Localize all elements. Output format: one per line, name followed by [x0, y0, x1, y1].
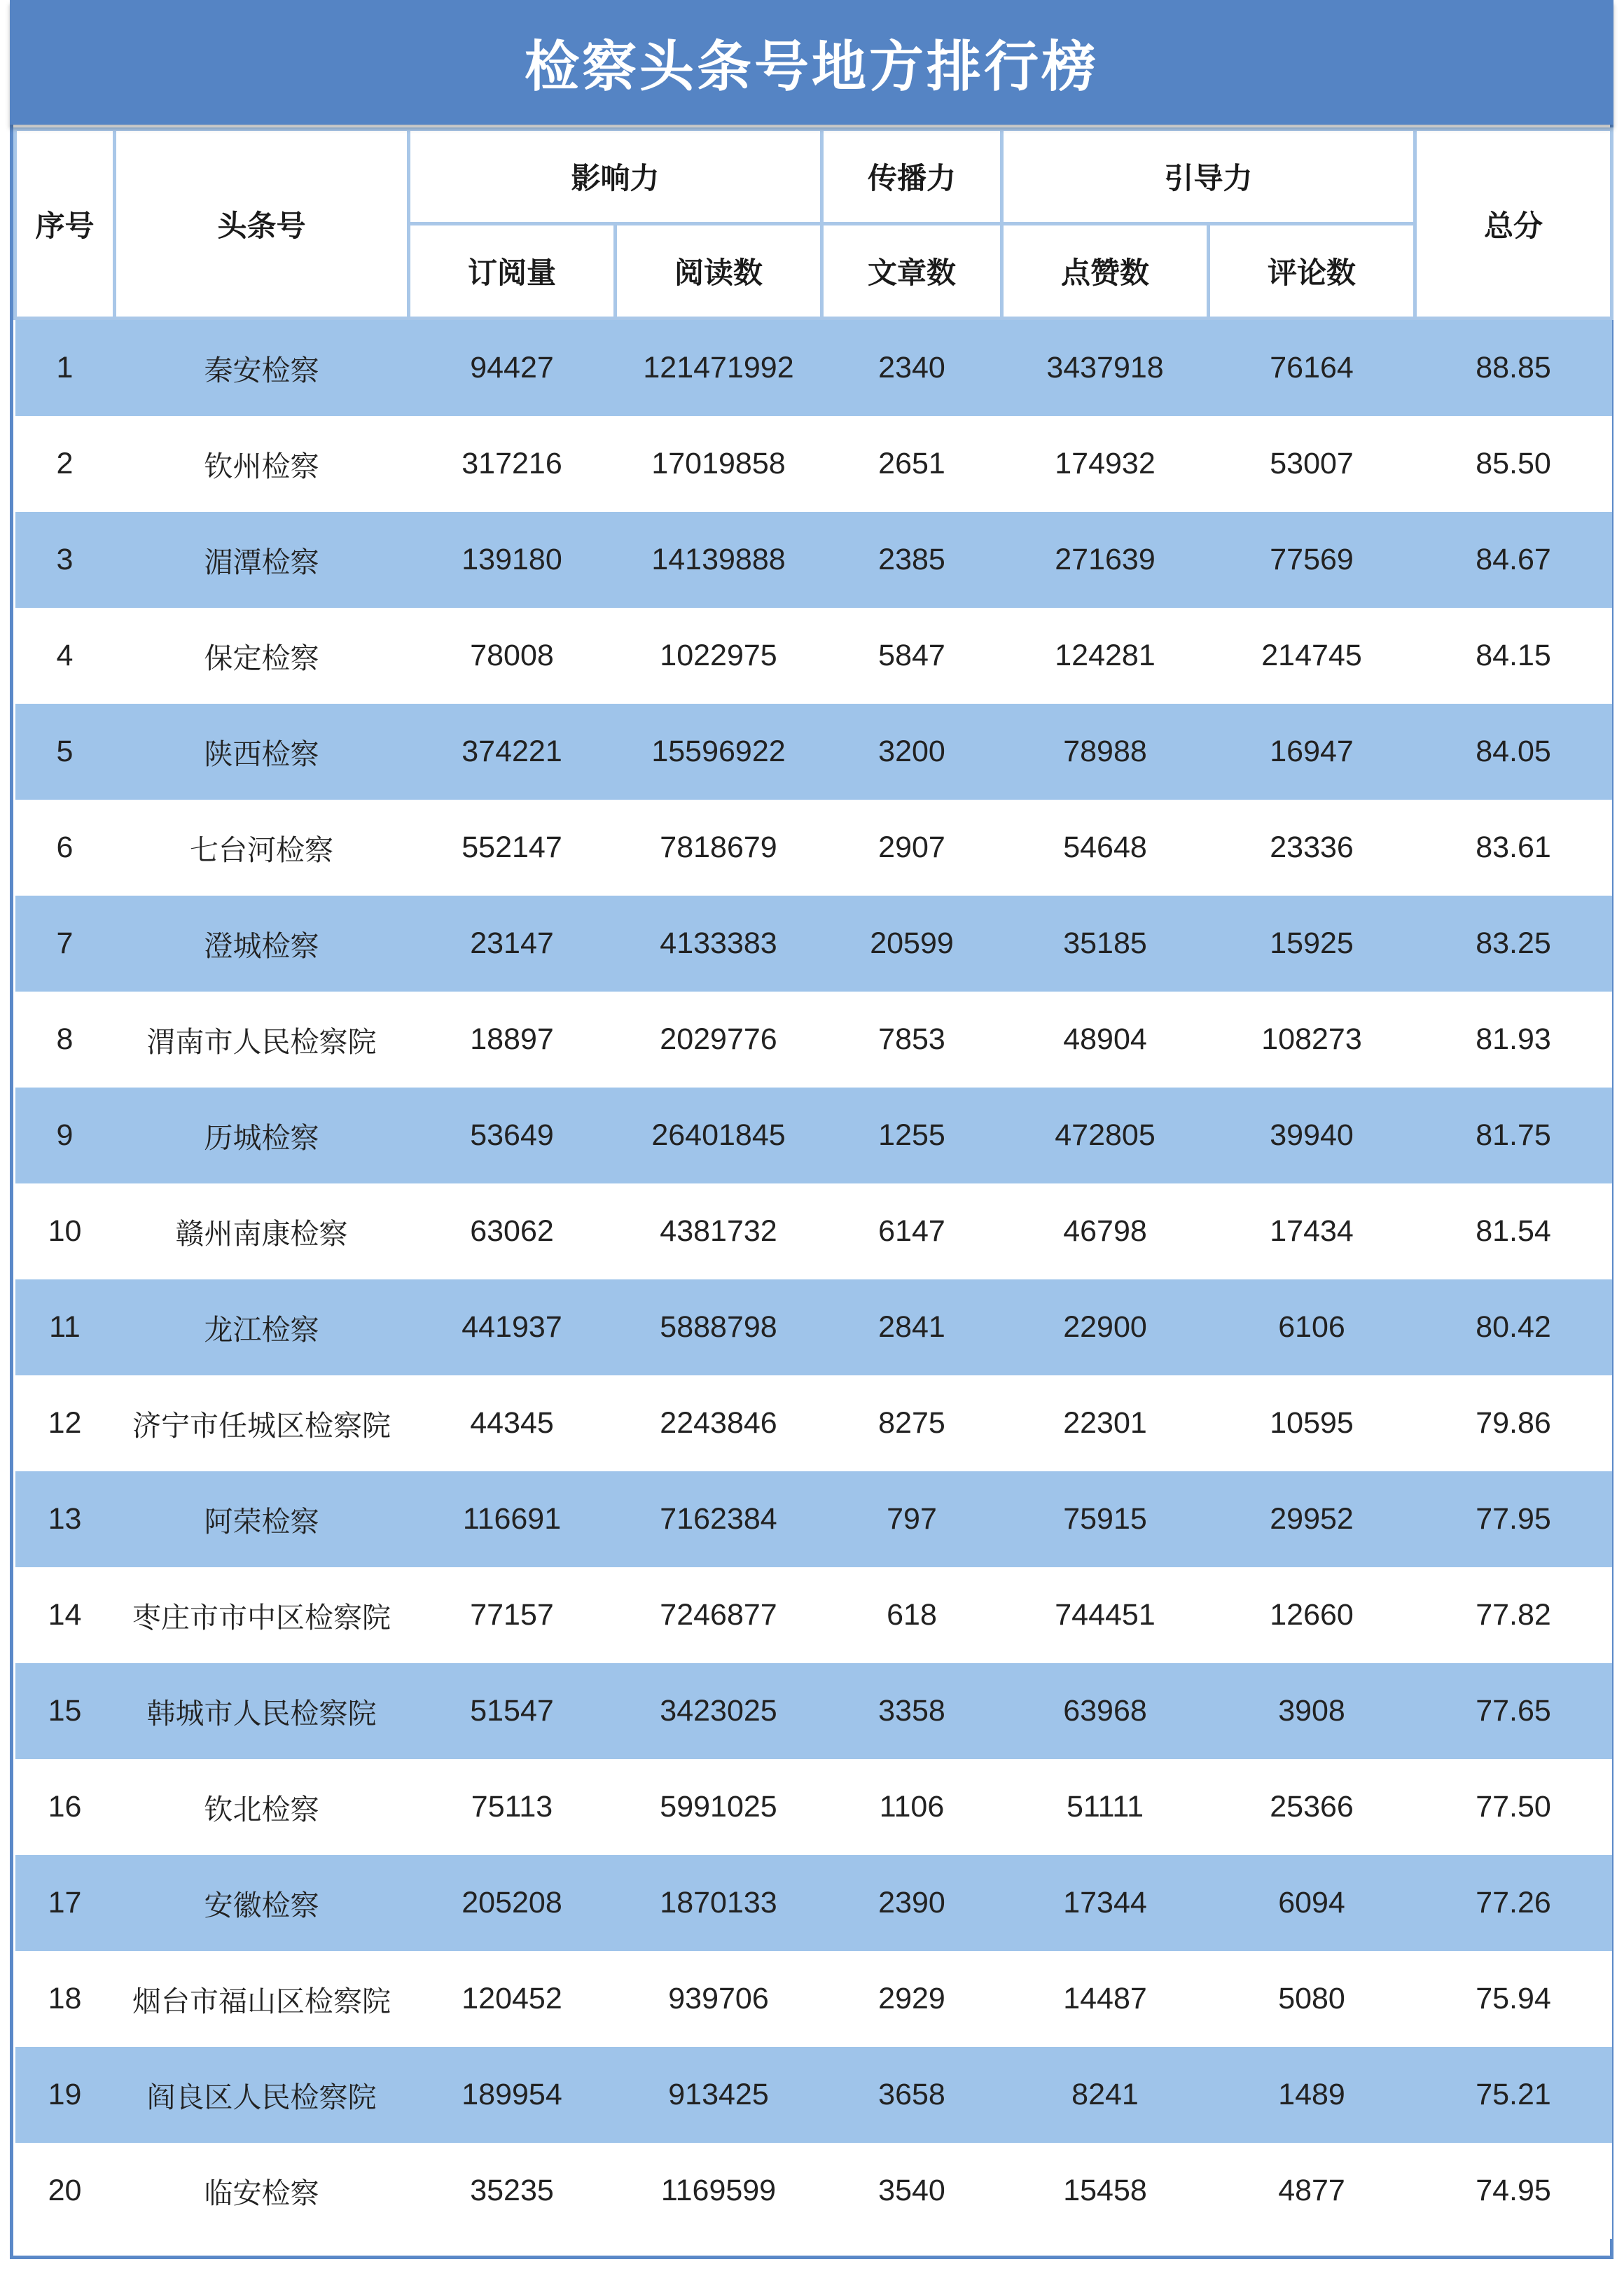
cell-likes: 48904	[1002, 992, 1209, 1088]
cell-account-name: 烟台市福山区检察院	[115, 1951, 409, 2047]
table-row	[15, 1471, 1612, 1567]
cell-account-name: 陕西检察	[115, 704, 409, 800]
cell-account-name: 安徽检察	[115, 1855, 409, 1951]
cell-comments: 108273	[1209, 992, 1415, 1088]
table-row	[15, 1279, 1612, 1375]
cell-reads: 5888798	[616, 1279, 822, 1375]
cell-articles: 797	[822, 1471, 1002, 1567]
table-row	[15, 704, 1612, 800]
cell-likes: 3437918	[1002, 319, 1209, 417]
cell-total-score: 81.75	[1415, 1088, 1612, 1183]
cell-subscriptions: 120452	[409, 1951, 616, 2047]
cell-subscriptions: 23147	[409, 896, 616, 992]
table-row	[15, 1088, 1612, 1183]
cell-reads: 17019858	[616, 416, 822, 512]
cell-rank: 9	[15, 1088, 115, 1183]
cell-subscriptions: 75113	[409, 1759, 616, 1855]
ranking-table	[13, 127, 1613, 2239]
cell-subscriptions: 116691	[409, 1471, 616, 1567]
cell-account-name: 济宁市任城区检察院	[115, 1375, 409, 1471]
header-comments: 评论数	[1209, 224, 1415, 319]
cell-account-name: 临安检察	[115, 2143, 409, 2239]
cell-rank: 7	[15, 896, 115, 992]
cell-articles: 3358	[822, 1663, 1002, 1759]
cell-reads: 2243846	[616, 1375, 822, 1471]
table-row	[15, 1183, 1612, 1279]
cell-total-score: 75.21	[1415, 2047, 1612, 2143]
cell-likes: 472805	[1002, 1088, 1209, 1183]
cell-comments: 12660	[1209, 1567, 1415, 1663]
cell-account-name: 赣州南康检察	[115, 1183, 409, 1279]
cell-subscriptions: 51547	[409, 1663, 616, 1759]
cell-account-name: 阎良区人民检察院	[115, 2047, 409, 2143]
header-reads: 阅读数	[616, 224, 822, 319]
cell-articles: 8275	[822, 1375, 1002, 1471]
cell-account-name: 渭南市人民检察院	[115, 992, 409, 1088]
cell-total-score: 77.65	[1415, 1663, 1612, 1759]
header-rank: 序号	[15, 130, 115, 319]
cell-likes: 75915	[1002, 1471, 1209, 1567]
header-articles: 文章数	[822, 224, 1002, 319]
cell-likes: 174932	[1002, 416, 1209, 512]
cell-articles: 3658	[822, 2047, 1002, 2143]
table-row	[15, 800, 1612, 896]
cell-likes: 124281	[1002, 608, 1209, 704]
cell-subscriptions: 53649	[409, 1088, 616, 1183]
cell-subscriptions: 94427	[409, 319, 616, 417]
header-likes: 点赞数	[1002, 224, 1209, 319]
cell-subscriptions: 78008	[409, 608, 616, 704]
cell-subscriptions: 35235	[409, 2143, 616, 2239]
cell-total-score: 88.85	[1415, 319, 1612, 417]
cell-comments: 29952	[1209, 1471, 1415, 1567]
cell-rank: 1	[15, 319, 115, 417]
cell-subscriptions: 189954	[409, 2047, 616, 2143]
cell-total-score: 83.25	[1415, 896, 1612, 992]
cell-reads: 3423025	[616, 1663, 822, 1759]
cell-rank: 13	[15, 1471, 115, 1567]
cell-account-name: 七台河检察	[115, 800, 409, 896]
cell-total-score: 80.42	[1415, 1279, 1612, 1375]
cell-articles: 2651	[822, 416, 1002, 512]
cell-total-score: 77.95	[1415, 1471, 1612, 1567]
cell-subscriptions: 552147	[409, 800, 616, 896]
cell-rank: 17	[15, 1855, 115, 1951]
cell-total-score: 77.82	[1415, 1567, 1612, 1663]
cell-total-score: 84.05	[1415, 704, 1612, 800]
cell-reads: 1169599	[616, 2143, 822, 2239]
header-subscriptions: 订阅量	[409, 224, 616, 319]
cell-articles: 2841	[822, 1279, 1002, 1375]
cell-reads: 15596922	[616, 704, 822, 800]
cell-reads: 7162384	[616, 1471, 822, 1567]
cell-comments: 15925	[1209, 896, 1415, 992]
table-row	[15, 1663, 1612, 1759]
cell-likes: 46798	[1002, 1183, 1209, 1279]
cell-subscriptions: 63062	[409, 1183, 616, 1279]
cell-comments: 6106	[1209, 1279, 1415, 1375]
cell-reads: 939706	[616, 1951, 822, 2047]
cell-articles: 2907	[822, 800, 1002, 896]
header-account: 头条号	[115, 130, 409, 319]
cell-total-score: 81.54	[1415, 1183, 1612, 1279]
cell-subscriptions: 317216	[409, 416, 616, 512]
cell-articles: 2340	[822, 319, 1002, 417]
title-bar	[10, 0, 1613, 125]
cell-comments: 17434	[1209, 1183, 1415, 1279]
cell-rank: 18	[15, 1951, 115, 2047]
cell-total-score: 84.15	[1415, 608, 1612, 704]
cell-comments: 5080	[1209, 1951, 1415, 2047]
cell-reads: 1870133	[616, 1855, 822, 1951]
cell-rank: 10	[15, 1183, 115, 1279]
cell-account-name: 历城检察	[115, 1088, 409, 1183]
cell-rank: 19	[15, 2047, 115, 2143]
cell-account-name: 钦州检察	[115, 416, 409, 512]
table-row	[15, 416, 1612, 512]
cell-total-score: 84.67	[1415, 512, 1612, 608]
cell-comments: 76164	[1209, 319, 1415, 417]
cell-account-name: 阿荣检察	[115, 1471, 409, 1567]
cell-rank: 4	[15, 608, 115, 704]
cell-reads: 2029776	[616, 992, 822, 1088]
cell-rank: 3	[15, 512, 115, 608]
cell-articles: 618	[822, 1567, 1002, 1663]
cell-total-score: 79.86	[1415, 1375, 1612, 1471]
cell-comments: 10595	[1209, 1375, 1415, 1471]
cell-total-score: 74.95	[1415, 2143, 1612, 2239]
cell-comments: 1489	[1209, 2047, 1415, 2143]
cell-rank: 2	[15, 416, 115, 512]
cell-comments: 23336	[1209, 800, 1415, 896]
table-row	[15, 512, 1612, 608]
cell-articles: 5847	[822, 608, 1002, 704]
header-spread: 传播力	[822, 130, 1002, 224]
cell-account-name: 枣庄市市中区检察院	[115, 1567, 409, 1663]
cell-comments: 77569	[1209, 512, 1415, 608]
cell-total-score: 77.26	[1415, 1855, 1612, 1951]
cell-likes: 744451	[1002, 1567, 1209, 1663]
table-row	[15, 319, 1612, 417]
cell-subscriptions: 77157	[409, 1567, 616, 1663]
table-body	[15, 319, 1612, 2239]
cell-account-name: 韩城市人民检察院	[115, 1663, 409, 1759]
cell-likes: 22900	[1002, 1279, 1209, 1375]
cell-likes: 15458	[1002, 2143, 1209, 2239]
cell-reads: 7246877	[616, 1567, 822, 1663]
cell-comments: 16947	[1209, 704, 1415, 800]
cell-comments: 53007	[1209, 416, 1415, 512]
cell-likes: 35185	[1002, 896, 1209, 992]
cell-likes: 78988	[1002, 704, 1209, 800]
cell-articles: 1106	[822, 1759, 1002, 1855]
cell-account-name: 保定检察	[115, 608, 409, 704]
cell-reads: 4381732	[616, 1183, 822, 1279]
cell-rank: 11	[15, 1279, 115, 1375]
cell-reads: 14139888	[616, 512, 822, 608]
cell-likes: 271639	[1002, 512, 1209, 608]
cell-comments: 214745	[1209, 608, 1415, 704]
cell-subscriptions: 374221	[409, 704, 616, 800]
cell-rank: 14	[15, 1567, 115, 1663]
cell-articles: 6147	[822, 1183, 1002, 1279]
cell-account-name: 湄潭检察	[115, 512, 409, 608]
cell-comments: 4877	[1209, 2143, 1415, 2239]
table-row	[15, 608, 1612, 704]
cell-reads: 1022975	[616, 608, 822, 704]
cell-reads: 26401845	[616, 1088, 822, 1183]
cell-rank: 12	[15, 1375, 115, 1471]
table-row	[15, 1951, 1612, 2047]
cell-account-name: 秦安检察	[115, 319, 409, 417]
cell-comments: 3908	[1209, 1663, 1415, 1759]
cell-rank: 20	[15, 2143, 115, 2239]
table-row	[15, 1567, 1612, 1663]
cell-total-score: 77.50	[1415, 1759, 1612, 1855]
cell-account-name: 澄城检察	[115, 896, 409, 992]
cell-likes: 54648	[1002, 800, 1209, 896]
cell-reads: 4133383	[616, 896, 822, 992]
cell-rank: 6	[15, 800, 115, 896]
cell-reads: 121471992	[616, 319, 822, 417]
cell-subscriptions: 139180	[409, 512, 616, 608]
cell-likes: 51111	[1002, 1759, 1209, 1855]
cell-likes: 14487	[1002, 1951, 1209, 2047]
cell-articles: 3200	[822, 704, 1002, 800]
cell-articles: 1255	[822, 1088, 1002, 1183]
cell-reads: 7818679	[616, 800, 822, 896]
cell-subscriptions: 205208	[409, 1855, 616, 1951]
table-header	[15, 130, 1612, 319]
table-row	[15, 992, 1612, 1088]
cell-comments: 6094	[1209, 1855, 1415, 1951]
cell-account-name: 龙江检察	[115, 1279, 409, 1375]
cell-subscriptions: 44345	[409, 1375, 616, 1471]
cell-comments: 25366	[1209, 1759, 1415, 1855]
cell-rank: 5	[15, 704, 115, 800]
cell-rank: 8	[15, 992, 115, 1088]
cell-account-name: 钦北检察	[115, 1759, 409, 1855]
page-title: 检察头条号地方排行榜	[524, 36, 1099, 99]
cell-reads: 913425	[616, 2047, 822, 2143]
cell-comments: 39940	[1209, 1088, 1415, 1183]
cell-articles: 2929	[822, 1951, 1002, 2047]
header-influence: 影响力	[409, 130, 822, 224]
cell-articles: 7853	[822, 992, 1002, 1088]
cell-subscriptions: 441937	[409, 1279, 616, 1375]
cell-articles: 20599	[822, 896, 1002, 992]
cell-articles: 2390	[822, 1855, 1002, 1951]
table-row	[15, 2047, 1612, 2143]
header-total: 总分	[1415, 130, 1612, 319]
cell-subscriptions: 18897	[409, 992, 616, 1088]
cell-articles: 3540	[822, 2143, 1002, 2239]
table-row	[15, 896, 1612, 992]
cell-likes: 8241	[1002, 2047, 1209, 2143]
cell-likes: 22301	[1002, 1375, 1209, 1471]
cell-total-score: 81.93	[1415, 992, 1612, 1088]
table-row	[15, 2143, 1612, 2239]
header-guidance: 引导力	[1002, 130, 1415, 224]
cell-likes: 63968	[1002, 1663, 1209, 1759]
cell-rank: 15	[15, 1663, 115, 1759]
cell-rank: 16	[15, 1759, 115, 1855]
cell-total-score: 83.61	[1415, 800, 1612, 896]
table-row	[15, 1759, 1612, 1855]
table-row	[15, 1375, 1612, 1471]
cell-likes: 17344	[1002, 1855, 1209, 1951]
cell-reads: 5991025	[616, 1759, 822, 1855]
cell-total-score: 85.50	[1415, 416, 1612, 512]
cell-total-score: 75.94	[1415, 1951, 1612, 2047]
table-row	[15, 1855, 1612, 1951]
cell-articles: 2385	[822, 512, 1002, 608]
